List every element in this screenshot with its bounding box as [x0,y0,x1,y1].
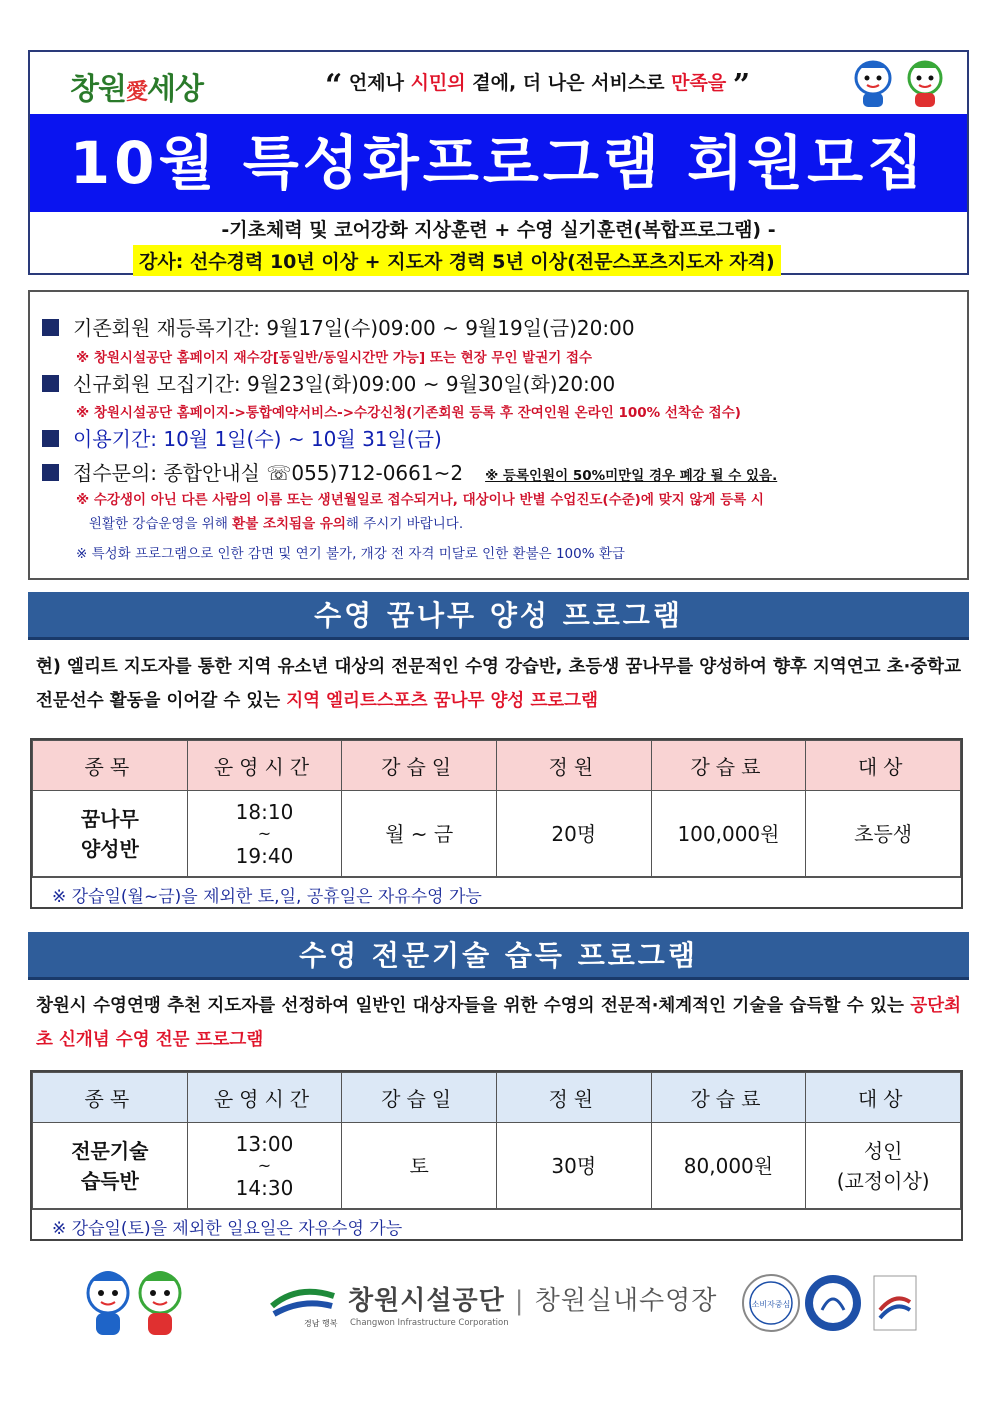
contact-info: 접수문의: 종합안내실 ☏055)712-0661~2 ※ 등록인원이 50%미만일 경우 폐강 될 수 있음. [42,457,777,486]
mascot-icon [843,58,955,110]
bullet-square-icon [42,375,59,392]
instructor-qualification: 강사: 선수경력 10년 이상 + 지도자 경력 5년 이상(전문스포츠지도자 자격) [133,245,781,276]
table-row [33,1123,961,1209]
refund-warning: ※ 수강생이 아닌 다른 사람의 이름 또는 생년월일로 접수되거나, 대상이나 반별 수업진도(수준)에 맞지 않게 등록 시 원활한 강습운영을 위해 환불 조치됨을 유의해 주시기 바랍니다. [76,492,764,532]
section2-description: 창원시 수영연맹 추천 지도자를 선정하여 일반인 대상자들을 위한 수영의 전문적·체계적인 기술을 습득할 수 있는 공단최초 신개념 수영 전문 프로그램 [36,996,961,1050]
col-header: 정원 [496,741,651,791]
section1-description: 현) 엘리트 지도자를 통한 지역 유소년 대상의 전문적인 수영 강습반, 초등생 꿈나무를 양성하여 향후 지역연고 초·중학교 전문선수 활동을 이어갈 수 있는 지역 엘리트스포츠 꿈나무 양성 프로그램 [36,657,961,711]
svg-text:소비자중심: 소비자중심 [751,1300,791,1309]
existing-member-period: 기존회원 재등록기간: 9월17일(수)09:00 ~ 9월19일(금)20:00 [42,312,635,341]
target-cell: 성인 (교정이상) [806,1123,961,1209]
city-logo: 창원愛세상 [70,72,203,107]
corporation-logo-icon [268,1280,338,1328]
new-member-note: ※ 창원시설공단 홈페이지->통합예약서비스->수강신청(기존회원 등록 후 잔여인원 온라인 100% 선착순 접수) [76,405,741,421]
svg-text:경남 행복: 경남 행복 [304,1319,338,1328]
section2-title: 수영 전문기술 습득 프로그램 [28,932,969,980]
target-cell: 초등생 [806,791,961,877]
fee-cell: 80,000원 [651,1123,806,1209]
new-member-period: 신규회원 모집기간: 9월23일(화)09:00 ~ 9월30일(화)20:00 [42,368,615,397]
corporation-english-name: Changwon Infrastructure Corporation [350,1318,509,1328]
bullet-square-icon [42,430,59,447]
col-header: 강습료 [651,741,806,791]
page-title: 10월 특성화프로그램 회원모집 [30,114,967,212]
slogan: “ 언제나 시민의 곁에, 더 나은 서비스로 만족을 ” [325,68,751,103]
col-header: 강습일 [342,741,497,791]
usage-period: 이용기간: 10월 1일(수) ~ 10월 31일(금) [42,423,442,452]
registration-info [28,290,969,580]
col-header: 대상 [806,741,961,791]
fee-cell: 100,000원 [651,791,806,877]
closure-note: ※ 등록인원이 50%미만일 경우 폐강 될 수 있음. [485,468,778,484]
table-header-row [33,1073,961,1123]
col-header: 운영시간 [187,741,342,791]
capacity-cell: 20명 [496,791,651,877]
bullet-square-icon [42,464,59,481]
col-header: 종목 [33,741,188,791]
corporation-name: 창원시설공단 | 창원실내수영장 [348,1286,718,1316]
quote-close-icon: ” [732,68,751,103]
col-header: 강습료 [651,1073,806,1123]
bullet-square-icon [42,319,59,336]
col-header: 운영시간 [187,1073,342,1123]
time-cell: 13:00 ~ 14:30 [187,1123,342,1209]
col-header: 정원 [496,1073,651,1123]
days-cell: 월 ~ 금 [342,791,497,877]
time-cell: 18:10 ~ 19:40 [187,791,342,877]
table-header-row [33,741,961,791]
col-header: 대상 [806,1073,961,1123]
mascot-icon [80,1265,190,1340]
existing-member-note: ※ 창원시설공단 홈페이지 재수강[동일반/동일시간만 가능] 또는 현장 무인 발권기 접수 [76,350,593,366]
section2-table-note: ※ 강습일(토)을 제외한 일요일은 자유수영 가능 [32,1209,961,1239]
section2-table [30,1070,963,1241]
col-header: 종목 [33,1073,188,1123]
section1-title: 수영 꿈나무 양성 프로그램 [28,592,969,640]
section1-table-note: ※ 강습일(월~금)을 제외한 토,일, 공휴일은 자유수영 가능 [32,877,961,907]
quote-open-icon: “ [325,68,343,103]
program-name-cell: 꿈나무 양성반 [33,791,188,877]
page-subtitle: -기초체력 및 코어강화 지상훈련 + 수영 실기훈련(복합프로그램) - [221,219,776,241]
col-header: 강습일 [342,1073,497,1123]
certification-badges-icon [740,1272,920,1334]
refund-policy-note: ※ 특성화 프로그램으로 인한 감면 및 연기 불가, 개강 전 자격 미달로 인한 환불은 100% 환급 [76,546,625,562]
program-name-cell: 전문기술 습득반 [33,1123,188,1209]
capacity-cell: 30명 [496,1123,651,1209]
header-top [30,52,967,114]
section1-table [30,738,963,909]
days-cell: 토 [342,1123,497,1209]
header-box [28,50,969,275]
table-row [33,791,961,877]
